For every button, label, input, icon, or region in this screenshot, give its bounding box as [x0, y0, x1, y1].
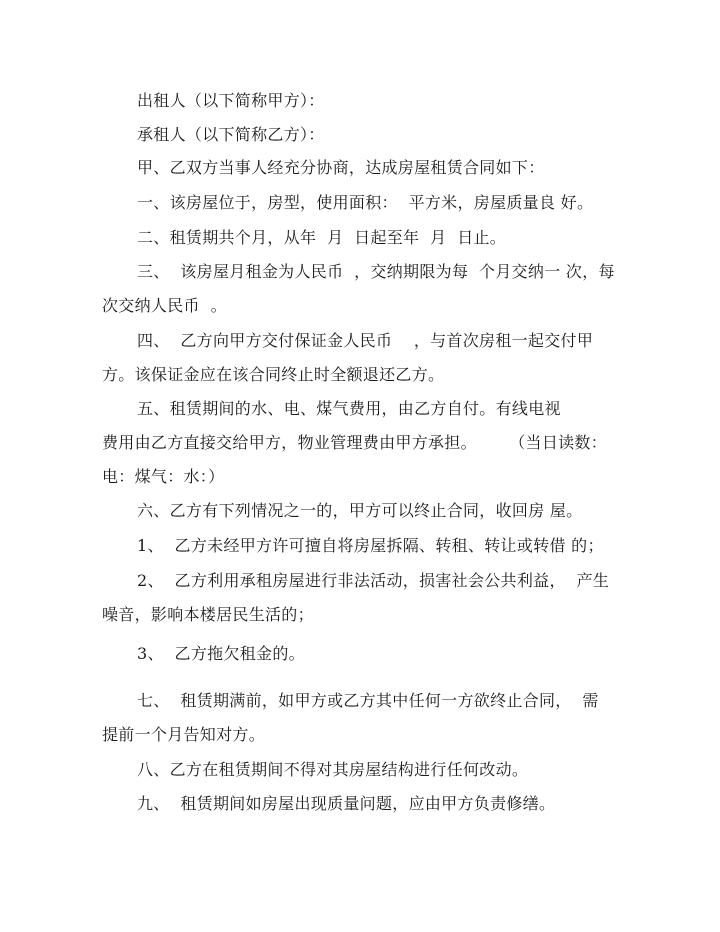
clause-9-line: 九、 租赁期间如房屋出现质量问题，应由甲方负责修缮。: [137, 794, 556, 813]
clause-8-line: 八、乙方在租赁期间不得对其房屋结构进行任何改动。: [137, 760, 529, 779]
clause-4-line: 四、 乙方向甲方交付保证金人民币 ，与首次房租一起交付甲: [137, 331, 594, 350]
clause-7-continuation: 提前一个月告知对方。: [102, 725, 266, 744]
lessee-line: 承租人（以下简称乙方）：: [137, 125, 325, 144]
preamble-line: 甲、乙双方当事人经充分协商，达成房屋租赁合同如下：: [137, 158, 545, 177]
clause-6-item-2: 2、 乙方利用承租房屋进行非法活动，损害社会公共利益， 产生: [137, 571, 610, 590]
clause-6-item-3: 3、 乙方拖欠租金的。: [137, 644, 305, 663]
clause-6-item-1: 1、 乙方未经甲方许可擅自将房屋拆隔、转租、转让或转借 的；: [137, 536, 604, 555]
clause-3-line: 三、 该房屋月租金为人民币 ，交纳期限为每 个月交纳一 次，每: [137, 262, 615, 281]
clause-5-continuation: 费用由乙方直接交给甲方，物业管理费由甲方承担。 （当日读数：: [102, 433, 608, 452]
clause-7-line: 七、 租赁期满前，如甲方或乙方其中任何一方欲终止合同， 需: [137, 691, 599, 710]
clause-2-line: 二、租赁期共个月，从年 月 日起至年 月 日止。: [137, 228, 507, 247]
meter-readings-line: 电：煤气：水：）: [102, 467, 225, 486]
clause-5-line: 五、租赁期间的水、电、煤气费用，由乙方自付。有线电视: [137, 399, 561, 418]
clause-6-item-2-continuation: 噪音，影响本楼居民生活的；: [102, 605, 314, 624]
clause-1-line: 一、该房屋位于，房型，使用面积： 平方米，房屋质量良 好。: [137, 193, 594, 212]
clause-4-continuation: 方。该保证金应在该合同终止时全额退还乙方。: [102, 365, 445, 384]
clause-6-line: 六、乙方有下列情况之一的，甲方可以终止合同，收回房 屋。: [137, 501, 583, 520]
clause-3-continuation: 次交纳人民币 。: [102, 296, 227, 315]
lessor-line: 出租人（以下简称甲方）：: [137, 91, 325, 110]
